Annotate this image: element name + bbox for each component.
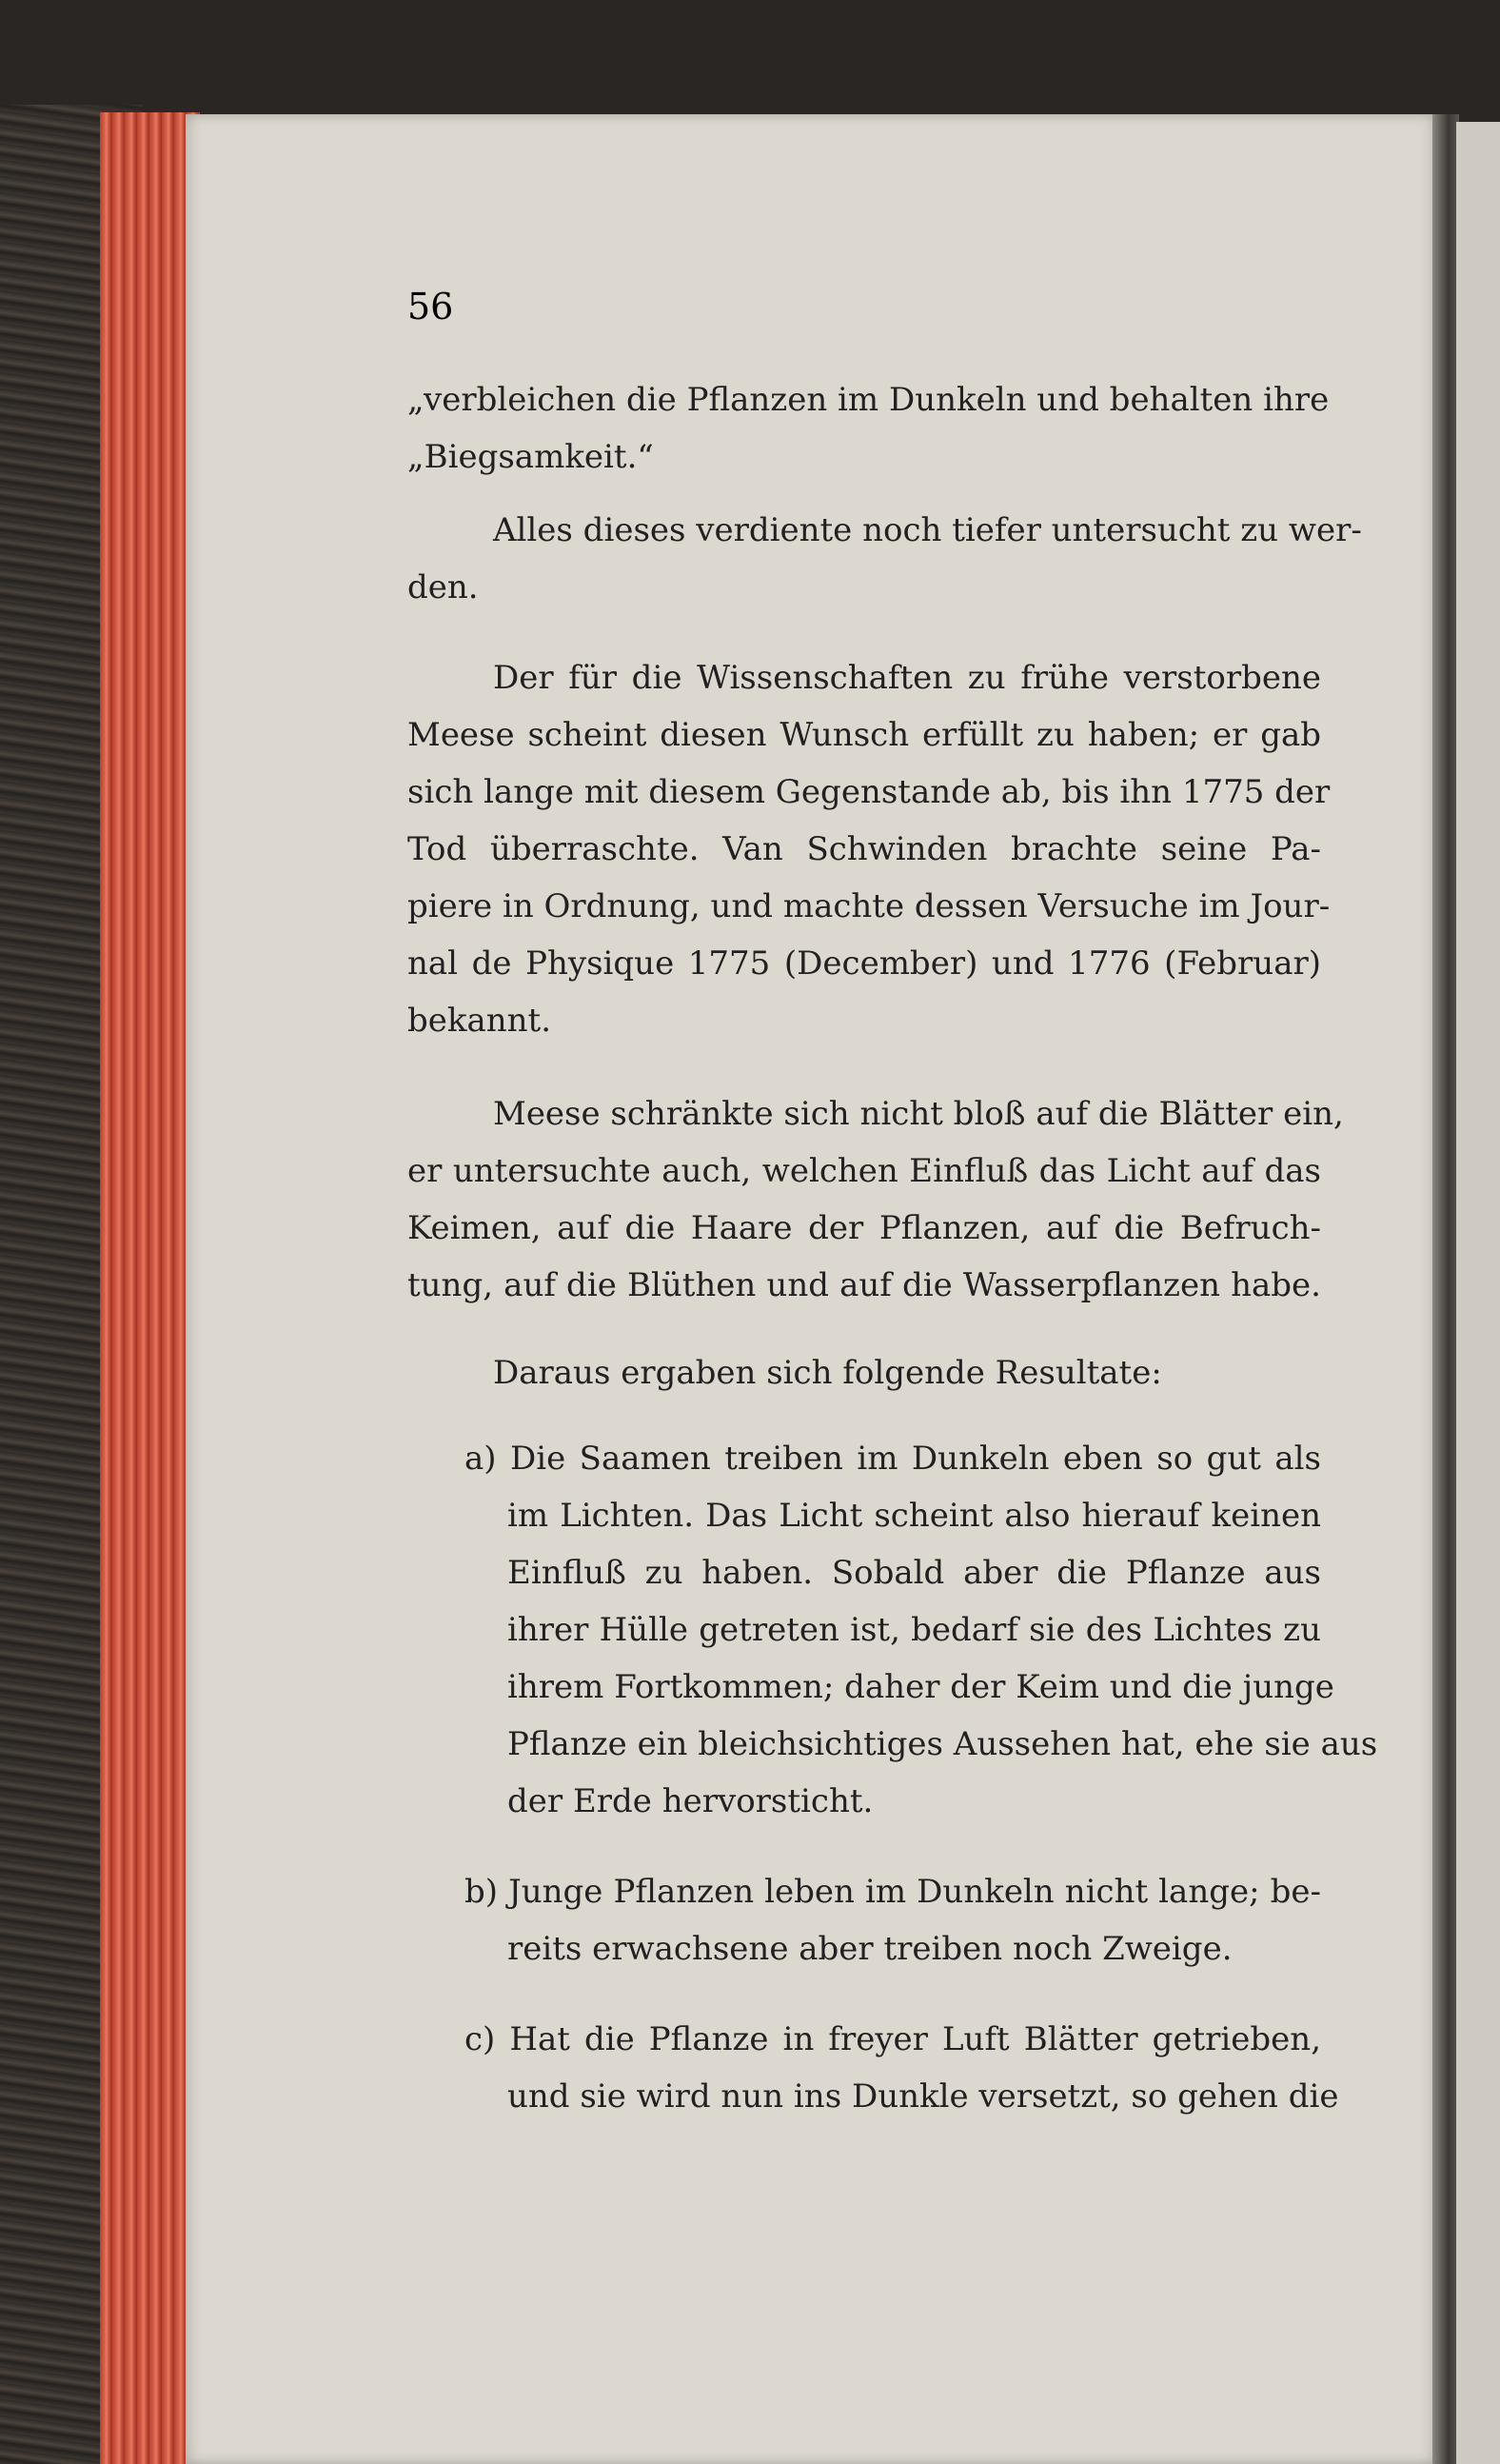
text-line: reits erwachsene aber treiben noch Zweige.	[507, 1930, 1233, 1968]
text-line: Meese scheint diesen Wunsch erfüllt zu haben; er gab	[407, 716, 1321, 754]
text-line: bekannt.	[407, 1002, 552, 1040]
text-line: den.	[407, 568, 479, 606]
text-line: c) Hat die Pflanze in freyer Luft Blätter getrieben,	[464, 2020, 1321, 2058]
text-line: Meese schränkte sich nicht bloß auf die Blätter ein,	[493, 1095, 1344, 1133]
text-line: ihrem Fortkommen; daher der Keim und die junge	[507, 1668, 1334, 1706]
text-line: b) Junge Pflanzen leben im Dunkeln nicht lange; be-	[464, 1873, 1321, 1911]
text-line: nal de Physique 1775 (December) und 1776 (Februar)	[407, 944, 1321, 983]
text-line: im Lichten. Das Licht scheint also hierauf keinen	[507, 1497, 1321, 1535]
text-line: sich lange mit diesem Gegenstande ab, bis ihn 1775 der	[407, 773, 1331, 811]
text-line: ihrer Hülle getreten ist, bedarf sie des Lichtes zu	[507, 1611, 1321, 1649]
page-number: 56	[407, 286, 454, 328]
text-line: „verbleichen die Pflanzen im Dunkeln und behalten ihre	[407, 381, 1330, 419]
facing-page	[1456, 122, 1500, 2464]
text-line: und sie wird nun ins Dunkle versetzt, so gehen die	[507, 2077, 1339, 2116]
text-line: Einfluß zu haben. Sobald aber die Pflanze aus	[507, 1554, 1321, 1592]
text-line: Pflanze ein bleichsichtiges Aussehen hat, ehe sie aus	[507, 1725, 1378, 1763]
text-line: er untersuchte auch, welchen Einfluß das Licht auf das	[407, 1152, 1321, 1190]
text-line: Tod überraschte. Van Schwinden brachte seine Pa-	[407, 830, 1321, 868]
text-line: a) Die Saamen treiben im Dunkeln eben so gut als	[464, 1440, 1321, 1478]
text-line: Keimen, auf die Haare der Pflanzen, auf die Befruch-	[407, 1209, 1321, 1247]
text-line: „Biegsamkeit.“	[407, 438, 654, 476]
text-line: der Erde hervorsticht.	[507, 1782, 874, 1820]
text-line: Daraus ergaben sich folgende Resultate:	[493, 1354, 1162, 1392]
book-gutter	[1432, 114, 1459, 2464]
text-line: Alles dieses verdiente noch tiefer untersucht zu wer-	[493, 511, 1362, 549]
text-line: Der für die Wissenschaften zu frühe verstorbene	[493, 659, 1321, 697]
text-line: tung, auf die Blüthen und auf die Wasserpflanzen habe.	[407, 1266, 1321, 1304]
text-line: piere in Ordnung, und machte dessen Versuche im Jour-	[407, 887, 1331, 925]
